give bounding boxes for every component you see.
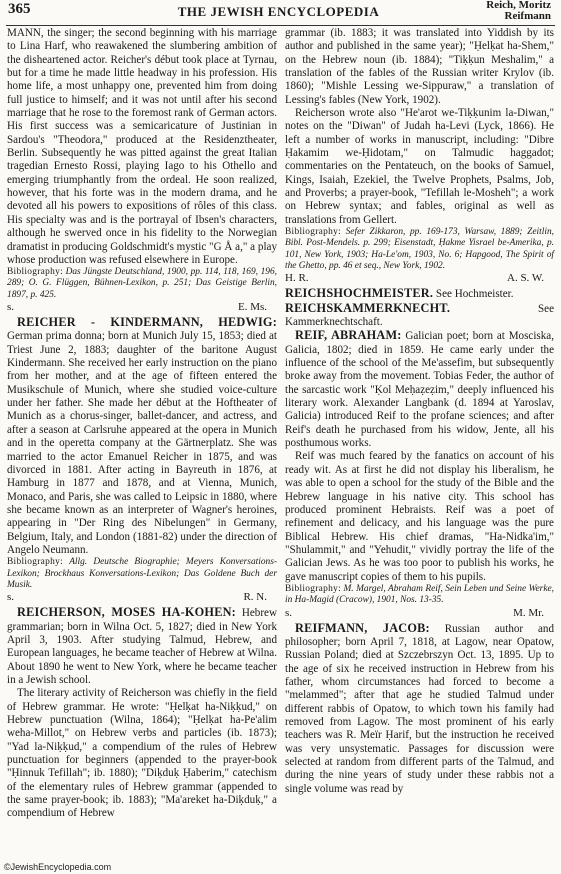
cross-reference-link[interactable]: See Hochmeister. [435,288,514,301]
signature-reicher [7,301,277,314]
headword: REICHERSON, MOSES HA-KOHEN: [17,605,236,620]
signature-reicherson [285,272,554,285]
signature-initial: s. [7,301,15,314]
page-header [4,0,553,26]
headword: REIFMANN, JACOB: [295,620,430,635]
article-body: Galician poet; born at Mosciska, Galicia, 1802; died in 1859. He came early under the influence of the school of the Me'assefim, but subsequently broke away from the movement. Tobias Feder, the author of the sarcastic work "Ḳol Meḥaẓeẓim," deeply influenced his literary work. Alexander Langbank (d. 1894 at Yaroslav, Galicia) introduced Reif to the profane sciences; and after Reif's death he purchased from his widow, Jente, all his posthumous works. [285,330,554,450]
signature-reif [285,607,554,620]
bibliography-label: Bibliography: [7,557,63,568]
article-reicherson [7,606,277,687]
article-reicher-continued: MANN, the singer; the second beginning with his marriage to Lina Harf, who reawakened the slumbering ambition of the disheartened actor. Reicher's début took place at Tyrnau, but for a time he made little headway in his profession. His home life, a most unhappy one, prevented him from doing full justice to himself; and it was not until after his second marriage that he rose to the foremost rank of German actors. His first success was a semicaricature of Justinian in Sardou's "Theodora," produced at the Residenztheater, Berlin. Subsequently he was pitted against the great Italian tragedian Ernesto Rossi, playing Iago to his Othello and emerging triumphantly from the ordeal. He soon realized, however, that his forte was in the modern drama, and he devoted all his powers to expositions of rôles of this class. His specialty was and is the portrayal of Ibsen's characters, although he swerved once in his fidelity to the Norwegian dramatist in producing Goldschmidt's mystic "G Å a," a play whose production was refused elsewhere in Europe. [7,27,277,266]
headword: REICHER - KINDERMANN, HEDWIG: [17,315,277,330]
bibliography-text: Sefer Zikkaron, pp. 169-173, Warsaw, 1889; Zeitlin, Bibl. Post-Mendels. p. 299; Eisenstadt, Ḥakme Yisrael be-Amerika, p. 101, New York, 1903; Ha-Le'om, 1903, No. 6; Hapgood, The Spirit of the Ghetto, pp. 46 et seq., New York, 1902. [285,227,554,272]
bibliography-reicherson [285,227,554,272]
article-reif-paragraph-2: Reif was much feared by the fanatics on account of his ready wit. As at first he did not display his liberalism, he was able to open a school for the study of the Bible and the Hebrew language in his native city. This school has produced prominent Hebraists. Reif was a poet of refinement and delicacy, and his language was the pure Biblical Hebrew. His chief dramas, "Ha-Nidka'im," "Shulammit," and "Yehudit," vividly portray the life of the Galician Jews. As he was too poor to publish his works, he gave manuscript copies of them to his pupils. [285,450,554,583]
bibliography-label: Bibliography: [7,267,63,278]
left-column [7,27,277,821]
right-column [285,27,554,796]
article-body: Russian author and philosopher; born April 7, 1818, at Lagow, near Opatow, Russian Poland; died at Szczebrszyn Oct. 13, 1895. Up to the age of six he received instruction in Hebrew from his father, whom circumstances had forced to become a "melammed"; after that age he studied Talmud under different rabbis of Opatow, to which town his family had removed from Lagow. The most prominent of his early teachers was R. Meïr Ḥarif, but the instruction he received was very unsystematic. Passages for discussion were selected at random from different parts of the Talmud, and during the nine years of study under these rabbis not a single volume was read by [285,622,555,795]
article-reicherson-continued: grammar (ib. 1883; it was translated into Yiddish by its author and published in the same year); "Ḥelḳat ha-Shem," on the Hebrew noun (ib. 1884); "Tiḳḳun Meshalim," a translation of the fables of the Russian writer Krylov (ib. 1860); "Mishle Lessing we-Sippuraw," a translation of Lessing's fables (New York, 1902). [285,27,554,106]
bibliography-text: M. Margel, Abraham Reif, Sein Leben und Seine Werke, in Ha-Magid (Cracow), 1901, Nos. 13-35. [285,583,554,606]
headword: REICHSKAMMERKNECHT. [285,300,451,315]
cross-reference-link[interactable]: See Kammerknechtschaft. [285,302,554,329]
running-head-line-2: Reifmann [504,10,551,22]
article-reicherson-paragraph-2: The literary activity of Reicherson was chiefly in the field of Hebrew grammar. He wrote: "Ḥelḳat ha-Niḳḳud," on Hebrew punctuation (Wilna, 1864); "Ḥelḳat ha-Pe'alim weha-Millot," on Hebrew verbs and particles (ib. 1873); "Yad la-Niḳḳud," a compendium of the rules of Hebrew punctuation for beginners (appended to the prayer-book "Ḥinnuk Tefillah"; ib. 1880); "Diḳduḳ Ḥaberim," catechism of the elementary rules of Hebrew grammar (appended to the same prayer-book; ib. 1883); "Ma'areket ha-Diḳduḳ," a compendium of Hebrew [7,687,277,820]
cross-reference-reichshochmeister [285,287,554,301]
signature-author: M. Mr. [513,606,544,619]
bibliography-reicher [7,267,277,301]
bibliography-text: Das Jüngste Deutschland, 1900, pp. 114, 118, 169, 196, 289; O. G. Flüggen, Bühnen-Lexikon, p. 251; Das Geistige Berlin, 1897, p. 425. [7,267,277,300]
signature-author: A. S. W. [507,272,544,285]
copyright-footer: ©JewishEncyclopedia.com [4,862,112,872]
header-rule [6,25,555,26]
running-head [486,0,551,22]
signature-initial: s. [7,591,15,604]
signature-reicher-kindermann [7,591,277,604]
headword: REIF, ABRAHAM: [295,328,402,343]
cross-reference-reichskammerknecht [285,302,554,330]
page-number: 365 [8,1,31,17]
signature-author: E. Ms. [237,301,267,314]
bibliography-reif [285,584,554,607]
signature-initial: H. R. [285,272,309,285]
bibliography-text: Allg. Deutsche Biographie; Meyers Konversations-Lexikon; Brockhaus Konversations-Lexikon; Das Goldene Buch der Musik. [7,557,277,590]
article-body: Hebrew grammarian; born in Wilna Oct. 5, 1827; died in New York April 3, 1903. After studying Talmud, Hebrew, and European languages, he became teacher of Hebrew at Wilna. About 1890 he went to New York, where he became teacher in a Jewish school. [7,607,277,686]
article-reicherson-paragraph-3: Reicherson wrote also "He'arot we-Tiḳḳunim la-Diwan," notes on the "Diwan" of Judah ha-Levi (Lyck, 1866). He left a number of works in manuscript, including: "Dibre Ḥakamim we-Ḥidotam," on Talmudic haggadot; commentaries on the Pentateuch, on the books of Samuel, Kings, Isaiah, Ezekiel, the Twelve Prophets, Psalms, Job, and Proverbs; a prayer-book, "Tefillah le-Mosheh"; a work on Hebrew syntax; and fables, original as well as translations from Gellert. [285,107,554,226]
bibliography-label: Bibliography: [285,227,341,238]
running-head-line-1: Reich, Moritz [486,0,551,11]
article-reifmann [285,622,554,796]
signature-author: R. N. [243,591,267,604]
signature-initial: s. [285,606,293,619]
bibliography-reicher-kindermann [7,557,277,591]
article-reif [285,329,554,450]
bibliography-label: Bibliography: [285,583,341,594]
article-body: German prima donna; born at Munich July 15, 1853; died at Triest June 2, 1883; daughter of the baritone August Kindermann. She received her early instruction on the piano from her mother, and at the age of fifteen entered the Musikschule of Munich, where she studied voice-culture under her father. She made her début at the Hoftheater of Munich as a chorus-singer, ballet-dancer, and actress, and after a season at Carlsruhe appeared at the opera in Munich and in the operetta company at the Gärtnerplatz. She was married to the actor Emanuel Reicher in 1875, and was divorced in 1881. After acting in Bayreuth in 1876, at Hamburg in 1877 and 1878, and at Vienna, Munich, Monaco, and Paris, she was called to Leipsic in 1880, where she became known as an interpreter of Wagner's heroines, appearing in "Der Ring des Nibelungen" in Germany, Belgium, Italy, and London (1881-82) under the direction of Angelo Neumann. [7,330,277,556]
article-reicher-kindermann [7,316,277,557]
page-title: THE JEWISH ENCYCLOPEDIA [177,4,380,19]
headword: REICHSHOCHMEISTER. [285,286,434,301]
